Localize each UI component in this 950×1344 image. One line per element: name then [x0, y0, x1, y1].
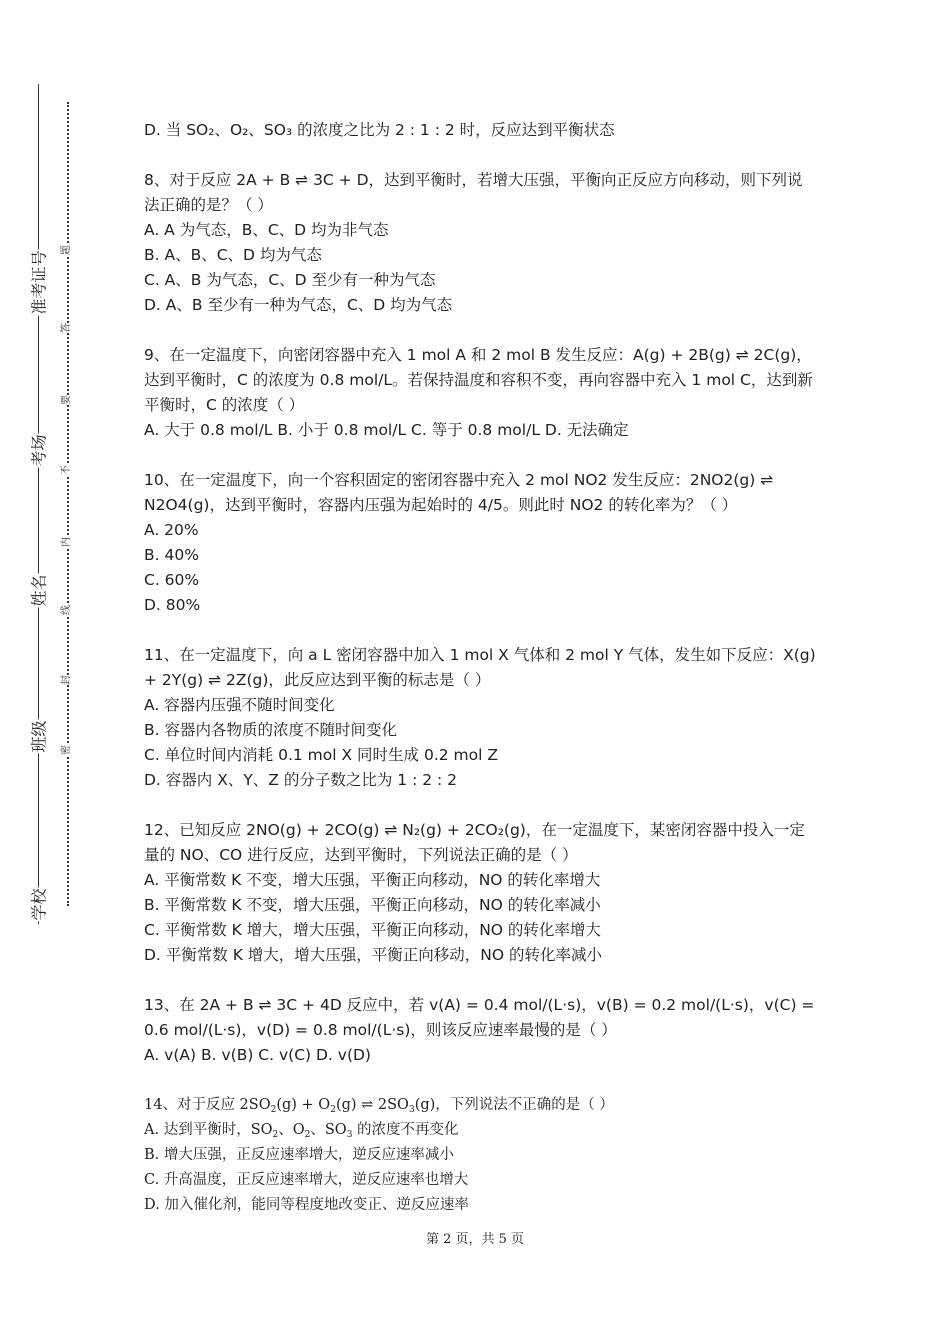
binding-solid-line: [38, 84, 39, 924]
q8-stem: 8、对于反应 2A + B ⇌ 3C + D，达到平衡时，若增大压强，平衡向正反应方向移动，则下列说法正确的是？（ ）: [144, 171, 803, 214]
q11-option: B. 容器内各物质的浓度不随时间变化: [144, 721, 397, 739]
seal-char: 密: [61, 745, 72, 755]
q10-stem: 10、在一定温度下，向一个容积固定的密闭容器中充入 2 mol NO2 发生反应：2NO2(g) ⇌ N2O4(g)，达到平衡时，容器内压强为起始时的 4/5。则此时 NO2 的转化率为？（ ）: [144, 471, 774, 514]
seal-char: 内: [61, 537, 72, 547]
school-label: 学校: [22, 874, 54, 934]
q9-stem: 9、在一定温度下，向密闭容器中充入 1 mol A 和 2 mol B 发生反应：A(g) + 2B(g) ⇌ 2C(g)，达到平衡时，C 的浓度为 0.8 mol/L。若保持温度和容积不变，再向容器中充入 1 mol C，达到新平衡时，C 的浓度（ ）: [144, 346, 813, 414]
q8-option: D. A、B 至少有一种为气态，C、D 均为气态: [144, 296, 453, 314]
q12-option: B. 平衡常数 K 不变，增大压强，平衡正向移动，NO 的转化率减小: [144, 896, 601, 914]
q7-option-d: D. 当 SO₂、O₂、SO₃ 的浓度之比为 2 : 1 : 2 时，反应达到平衡状态: [144, 121, 615, 139]
q14-option: C. 升高温度，正反应速率增大，逆反应速率也增大: [144, 1172, 469, 1188]
seal-char: 封: [61, 675, 72, 685]
q10-option: A. 20%: [144, 521, 199, 539]
q12-option: A. 平衡常数 K 不变，增大压强，平衡正向移动，NO 的转化率增大: [144, 871, 601, 889]
q14-option: A. 达到平衡时，$SO_2$、$O_2$、$SO_3$ 的浓度不再变化: [144, 1122, 459, 1140]
q12-option: C. 平衡常数 K 增大，增大压强，平衡正向移动，NO 的转化率增大: [144, 921, 601, 939]
q8-option: C. A、B 为气态，C、D 至少有一种为气态: [144, 271, 436, 289]
q11-option: A. 容器内压强不随时间变化: [144, 696, 335, 714]
q14-block: [144, 1093, 816, 1218]
q12-option: D. 平衡常数 K 增大，增大压强，平衡正向移动，NO 的转化率减小: [144, 946, 603, 964]
q10-option: B. 40%: [144, 546, 199, 564]
seal-char: 题: [61, 245, 72, 255]
seal-char: 答: [61, 323, 72, 333]
q10-option: C. 60%: [144, 571, 200, 589]
q9-options: A. 大于 0.8 mol/L B. 小于 0.8 mol/L C. 等于 0.8 mol/L D. 无法确定: [144, 421, 629, 439]
q10-option: D. 80%: [144, 596, 201, 614]
q8-option: A. A 为气态，B、C、D 均为非气态: [144, 221, 389, 239]
class-label: 班级: [22, 706, 54, 766]
binding-dotted-line: [67, 102, 69, 906]
name-label: 姓名: [22, 560, 54, 620]
question-content: [144, 118, 816, 1218]
seal-char: 线: [61, 605, 72, 615]
seal-char: 不: [61, 465, 72, 475]
q11-option: D. 容器内 X、Y、Z 的分子数之比为 1 : 2 : 2: [144, 771, 458, 789]
page-number: 第 2 页，共 5 页: [425, 1232, 525, 1247]
q14-stem: 14、对于反应 $2SO_2(g) + O_2(g)$ ⇌ $2SO_3(g)$，下列说法不正确的是（ ）: [144, 1097, 614, 1115]
q14-option: B. 增大压强，正反应速率增大，逆反应速率减小: [144, 1147, 454, 1163]
q11-stem: 11、在一定温度下，向 a L 密闭容器中加入 1 mol X 气体和 2 mol Y 气体，发生如下反应：X(g) + 2Y(g) ⇌ 2Z(g)，此反应达到平衡的标志是（ ）: [144, 646, 816, 689]
q13-stem: 13、在 2A + B ⇌ 3C + 4D 反应中，若 v(A) = 0.4 mol/(L·s)，v(B) = 0.2 mol/(L·s)，v(C) = 0.6 mol/(L·s)，v(D) = 0.8 mol/(L·s)，则该反应速率最慢的是（ ）: [144, 996, 815, 1039]
q11-option: C. 单位时间内消耗 0.1 mol X 同时生成 0.2 mol Z: [144, 746, 498, 764]
seal-char: 要: [61, 395, 72, 405]
q8-option: B. A、B、C、D 均为气态: [144, 246, 322, 264]
q14-option: D. 加入催化剂，能同等程度地改变正、逆反应速率: [144, 1197, 469, 1213]
exam-id-label: 准考证号: [22, 252, 54, 312]
exam-room-label: 考场: [22, 420, 54, 480]
q12-stem: 12、已知反应 2NO(g) + 2CO(g) ⇌ N₂(g) + 2CO₂(g)，在一定温度下，某密闭容器中投入一定量的 NO、CO 进行反应，达到平衡时，下列说法正确的是（ ）: [144, 821, 805, 864]
q13-options: A. v(A) B. v(B) C. v(C) D. v(D): [144, 1046, 371, 1064]
